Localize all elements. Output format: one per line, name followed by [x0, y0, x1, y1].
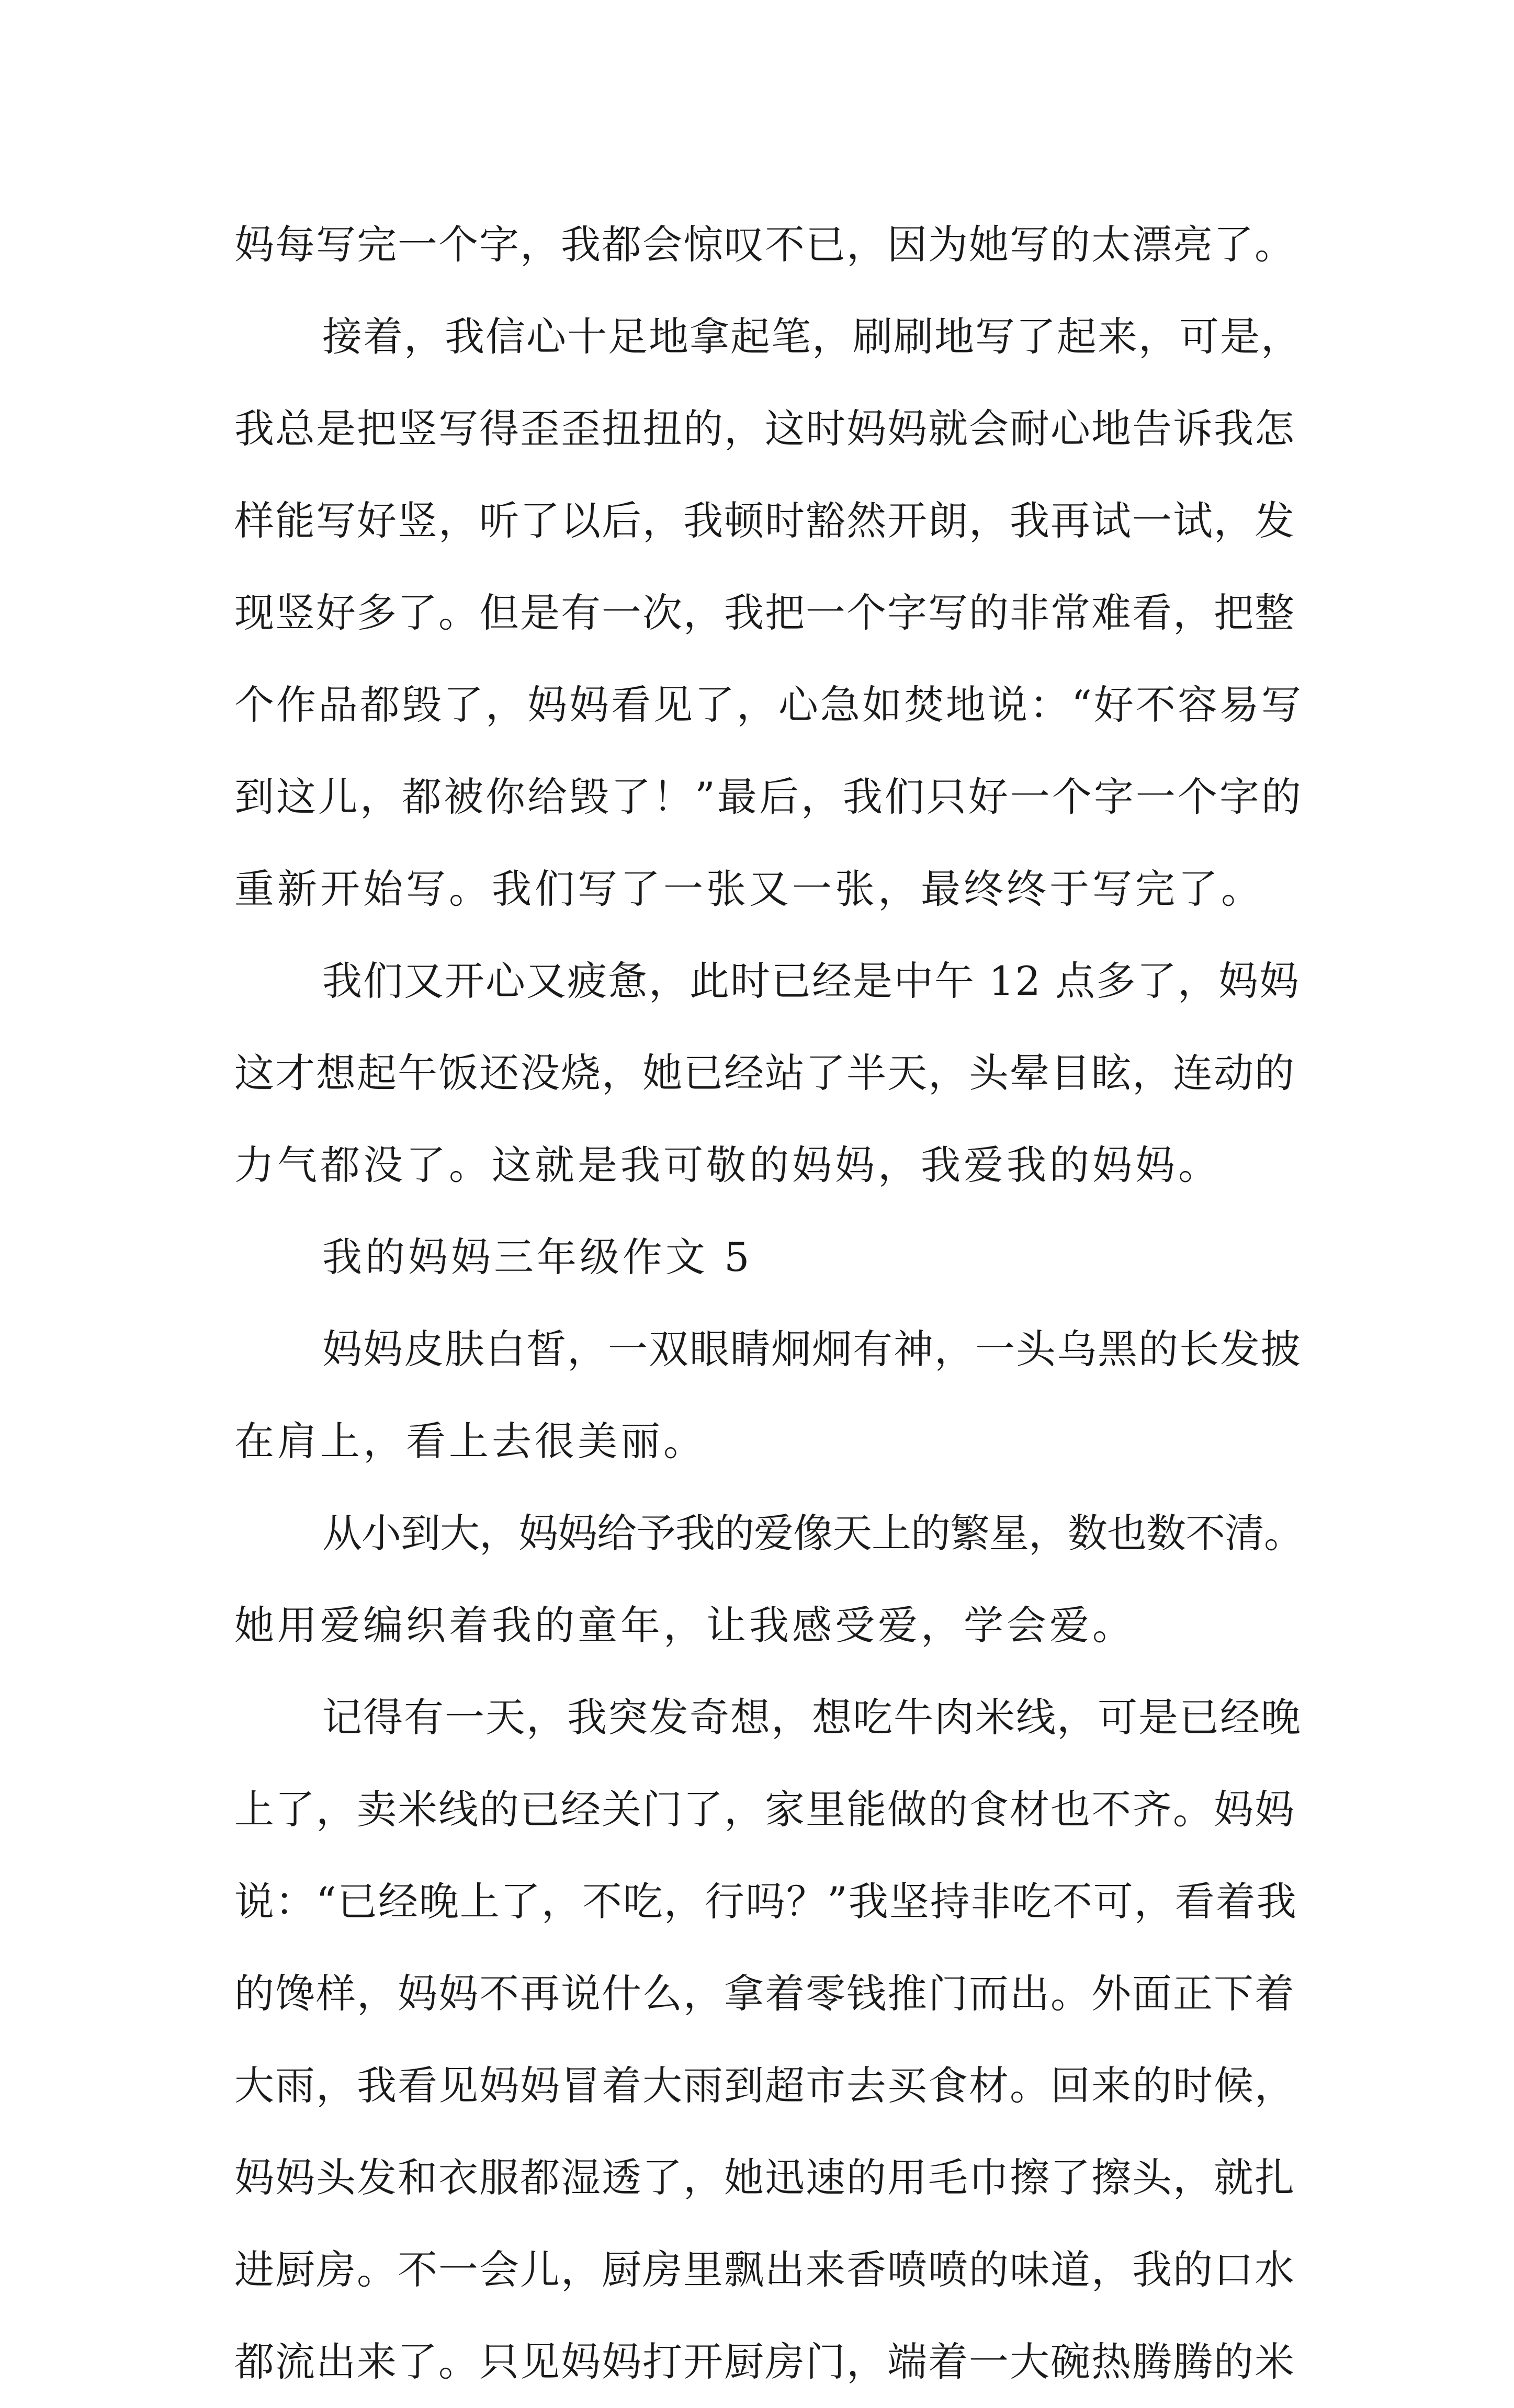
text-line-13: 妈妈皮肤白皙，一双眼睛炯炯有神，一头乌黑的长发披	[322, 1326, 1302, 1372]
text-line-11: 力气都没了。这就是我可敬的妈妈，我爱我的妈妈。	[234, 1142, 1221, 1188]
text-line-5: 现竖好多了。但是有一次，我把一个字写的非常难看，把整	[234, 589, 1295, 636]
text-line-20: 的馋样，妈妈不再说什么，拿着零钱推门而出。外面正下着	[234, 1970, 1295, 2017]
text-line-24: 都流出来了。只见妈妈打开厨房门，端着一大碗热腾腾的米	[234, 2338, 1295, 2385]
text-line-8: 重新开始写。我们写了一张又一张，最终终于写完了。	[234, 866, 1264, 912]
text-line-4: 样能写好竖，听了以后，我顿时豁然开朗，我再试一试，发	[234, 497, 1295, 544]
text-line-7: 到这儿，都被你给毁了！”最后，我们只好一个字一个字的	[234, 774, 1303, 820]
text-line-23: 进厨房。不一会儿，厨房里飘出来香喷喷的味道，我的口水	[234, 2246, 1295, 2293]
text-line-10: 这才想起午饭还没烧，她已经站了半天，头晕目眩，连动的	[234, 1050, 1295, 1096]
text-line-19: 说：“已经晚上了，不吃，行吗？”我坚持非吃不可，看着我	[234, 1878, 1297, 1925]
text-line-6: 个作品都毁了，妈妈看见了，心急如焚地说：“好不容易写	[234, 681, 1303, 728]
text-line-16: 她用爱编织着我的童年，让我感受爱，学会爱。	[234, 1602, 1135, 1649]
text-line-14: 在肩上，看上去很美丽。	[234, 1418, 706, 1464]
text-line-18: 上了，卖米线的已经关门了，家里能做的食材也不齐。妈妈	[234, 1786, 1295, 1833]
text-line-17: 记得有一天，我突发奇想，想吃牛肉米线，可是已经晚	[322, 1694, 1302, 1741]
text-line-1: 妈每写完一个字，我都会惊叹不已，因为她写的太漂亮了。	[234, 221, 1295, 268]
section-heading: 我的妈妈三年级作文 5	[322, 1234, 753, 1280]
text-line-22: 妈妈头发和衣服都湿透了，她迅速的用毛巾擦了擦头，就扎	[234, 2154, 1295, 2201]
text-line-21: 大雨，我看见妈妈冒着大雨到超市去买食材。回来的时候，	[234, 2062, 1295, 2109]
text-line-15: 从小到大，妈妈给予我的爱像天上的繁星，数也数不清。	[322, 1510, 1303, 1557]
text-line-2: 接着，我信心十足地拿起笔，刷刷地写了起来，可是，	[322, 313, 1302, 360]
text-line-3: 我总是把竖写得歪歪扭扭的，这时妈妈就会耐心地告诉我怎	[234, 405, 1295, 452]
text-line-9: 我们又开心又疲惫，此时已经是中午 12 点多了，妈妈	[322, 958, 1301, 1004]
document-body	[234, 199, 1305, 2408]
